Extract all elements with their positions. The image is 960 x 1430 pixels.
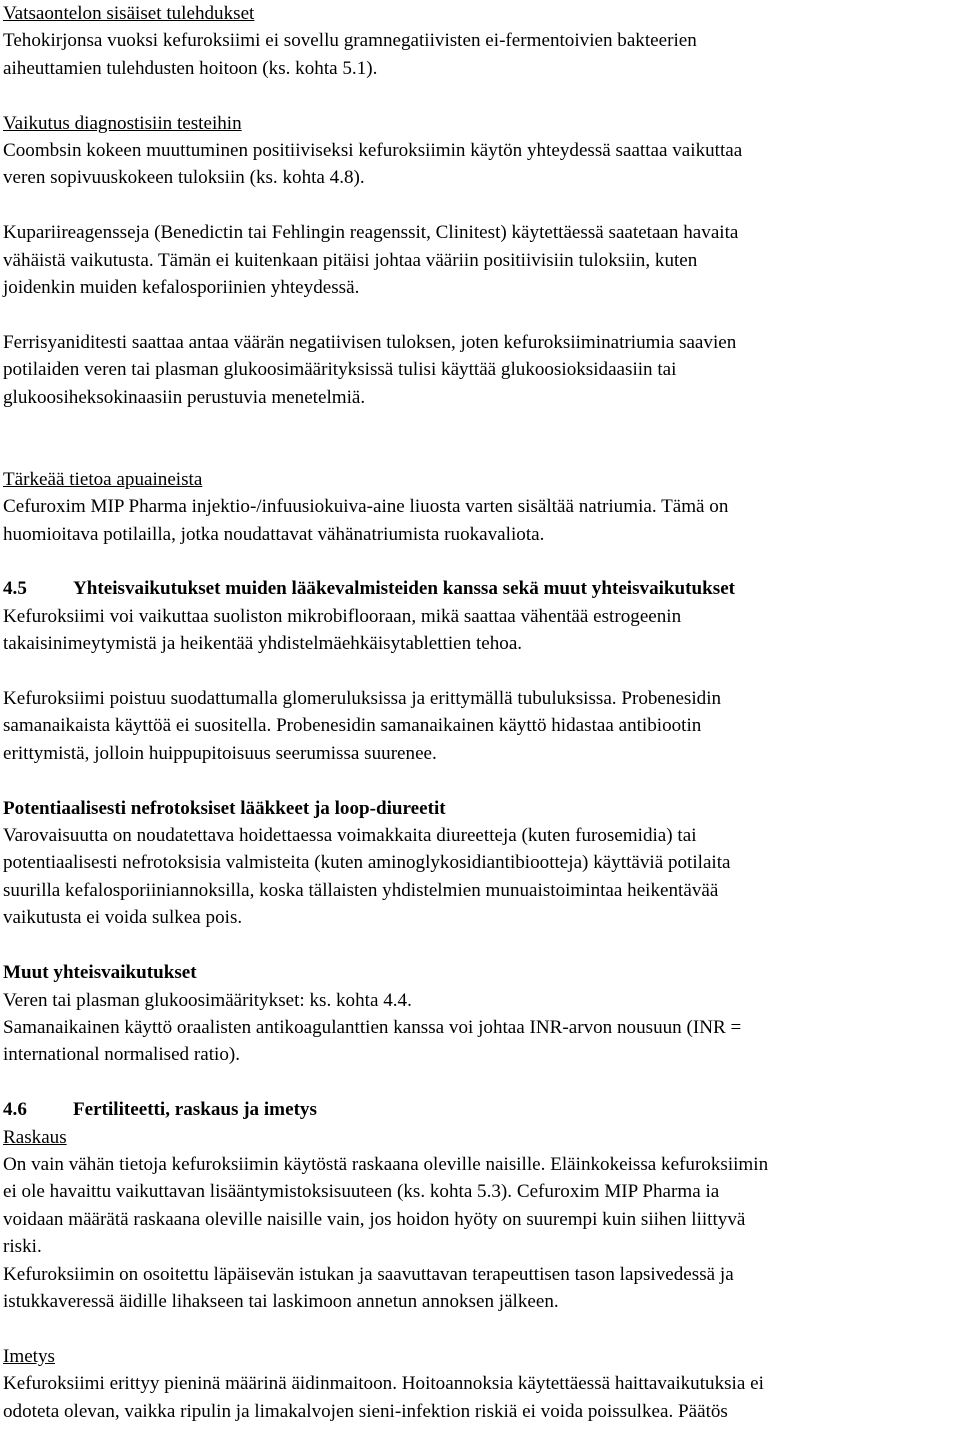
paragraph-line: Tehokirjonsa vuoksi kefuroksiimi ei sovellu gramnegatiivisten ei-fermentoivien bakteerien bbox=[3, 30, 697, 52]
paragraph-copper-reagents bbox=[3, 219, 958, 301]
paragraph-line: Kefuroksiimin on osoitettu läpäisevän istukan ja saavuttavan terapeuttisen tason lapsivedessä ja bbox=[3, 1263, 734, 1285]
numbered-section-heading bbox=[3, 1096, 958, 1123]
paragraph-line: ei ole havaittu vaikuttavan lisääntymistoksisuuteen (ks. kohta 5.3). Cefuroxim MIP Pharma ia bbox=[3, 1181, 720, 1203]
section-number: 4.6 bbox=[3, 1099, 27, 1121]
section-abdominal-infections bbox=[3, 0, 958, 82]
section-heading: Muut yhteisvaikutukset bbox=[3, 962, 197, 984]
section-other-interactions bbox=[3, 959, 958, 1069]
paragraph-line: takaisinimeytymistä ja heikentää yhdistelmäehkäisytablettien tehoa. bbox=[3, 633, 523, 655]
paragraph-line: On vain vähän tietoja kefuroksiimin käytöstä raskaana oleville naisille. Eläinkokeissa kefuroksiimin bbox=[3, 1153, 769, 1175]
paragraph-line: Cefuroxim MIP Pharma injektio-/infuusiokuiva-aine liuosta varten sisältää natriumia. Tämä on bbox=[3, 496, 729, 518]
document-page bbox=[3, 0, 958, 1425]
paragraph-line: Varovaisuutta on noudatettava hoidettaessa voimakkaita diureetteja (kuten furosemidia) tai bbox=[3, 825, 697, 847]
section-heading: Vatsaontelon sisäiset tulehdukset bbox=[3, 3, 255, 24]
section-heading: Tärkeää tietoa apuaineista bbox=[3, 468, 203, 490]
paragraph-line: vähäistä vaikutusta. Tämän ei kuitenkaan pitäisi johtaa vääriin positiivisiin tuloksiin, kuten bbox=[3, 249, 698, 271]
paragraph-probenecid bbox=[3, 685, 958, 767]
paragraph-line: potentiaalisesti nefrotoksisia valmisteita (kuten aminoglykosidiantibiootteja) käyttäviä potilaita bbox=[3, 852, 731, 874]
section-diagnostic-tests bbox=[3, 110, 958, 192]
numbered-section-heading bbox=[3, 575, 958, 602]
paragraph-line: istukkaveressä äidille lihakseen tai laskimoon annetun annoksen jälkeen. bbox=[3, 1290, 559, 1312]
paragraph-line: Veren tai plasman glukoosimääritykset: ks. kohta 4.4. bbox=[3, 989, 412, 1011]
paragraph-line: potilaiden veren tai plasman glukoosimäärityksissä tulisi käyttää glukoosioksidaasiin tai bbox=[3, 359, 677, 381]
paragraph-line: vaikutusta ei voida sulkea pois. bbox=[3, 907, 243, 929]
paragraph-line: veren sopivuuskokeen tuloksiin (ks. kohta 4.8). bbox=[3, 167, 365, 189]
paragraph-line: Kefuroksiimi erittyy pieninä määrinä äidinmaitoon. Hoitoannoksia käytettäessä haittavaikutuksia ei bbox=[3, 1373, 764, 1395]
paragraph-line: huomioitava potilailla, jotka noudattavat vähänatriumista ruokavaliota. bbox=[3, 523, 545, 545]
paragraph-line: aiheuttamien tulehdusten hoitoon (ks. kohta 5.1). bbox=[3, 57, 378, 79]
paragraph-line: Kupariireagensseja (Benedictin tai Fehlingin reagenssit, Clinitest) käytettäessä saatetaan havaita bbox=[3, 222, 739, 244]
paragraph-line: Samanaikainen käyttö oraalisten antikoagulanttien kanssa voi johtaa INR-arvon nousuun (INR = bbox=[3, 1016, 742, 1038]
subsection-heading: Raskaus bbox=[3, 1126, 67, 1148]
paragraph-line: glukoosiheksokinaasiin perustuvia menetelmiä. bbox=[3, 386, 366, 408]
paragraph-line: Coombsin kokeen muuttuminen positiiviseksi kefuroksiimin käytön yhteydessä saattaa vaikuttaa bbox=[3, 140, 743, 162]
section-4-5-interactions bbox=[3, 575, 958, 657]
paragraph-line: Kefuroksiimi voi vaikuttaa suoliston mikrobiflooraan, mikä saattaa vähentää estrogeenin bbox=[3, 605, 682, 627]
paragraph-line: joidenkin muiden kefalosporiinien yhteydessä. bbox=[3, 277, 360, 299]
paragraph-line: riski. bbox=[3, 1236, 42, 1258]
section-title: Fertiliteetti, raskaus ja imetys bbox=[73, 1099, 317, 1121]
paragraph-line: odoteta olevan, vaikka ripulin ja limakalvojen sieni-infektion riskiä ei voida poissulkea. Päätös bbox=[3, 1400, 728, 1422]
paragraph-line: suurilla kefalosporiiniannoksilla, koska tällaisten yhdistelmien munuaistoimintaa heikentävää bbox=[3, 879, 719, 901]
section-heading: Potentiaalisesti nefrotoksiset lääkkeet ja loop-diureetit bbox=[3, 797, 446, 819]
paragraph-ferricyanide-test bbox=[3, 329, 958, 411]
section-title: Yhteisvaikutukset muiden lääkevalmisteiden kanssa sekä muut yhteisvaikutukset bbox=[73, 578, 736, 600]
section-4-6-fertility bbox=[3, 1096, 958, 1315]
section-excipients bbox=[3, 466, 958, 548]
paragraph-line: Ferrisyaniditesti saattaa antaa väärän negatiivisen tuloksen, joten kefuroksiiminatriumia saavien bbox=[3, 331, 737, 353]
section-heading: Vaikutus diagnostisiin testeihin bbox=[3, 112, 242, 134]
section-number: 4.5 bbox=[3, 578, 27, 600]
paragraph-line: Kefuroksiimi poistuu suodattumalla glomeruluksissa ja erittymällä tubuluksissa. Probenesidin bbox=[3, 688, 722, 710]
paragraph-line: international normalised ratio). bbox=[3, 1044, 241, 1066]
paragraph-line: erittymistä, jolloin huippupitoisuus seerumissa suurenee. bbox=[3, 742, 437, 764]
paragraph-line: voidaan määrätä raskaana oleville naisille vain, jos hoidon hyöty on suurempi kuin siihen liittyvä bbox=[3, 1208, 746, 1230]
subsection-heading: Imetys bbox=[3, 1345, 55, 1367]
paragraph-line: samanaikaista käyttöä ei suositella. Probenesidin samanaikainen käyttö hidastaa antibiootin bbox=[3, 715, 702, 737]
section-breastfeeding bbox=[3, 1343, 958, 1425]
section-nephrotoxic bbox=[3, 795, 958, 932]
